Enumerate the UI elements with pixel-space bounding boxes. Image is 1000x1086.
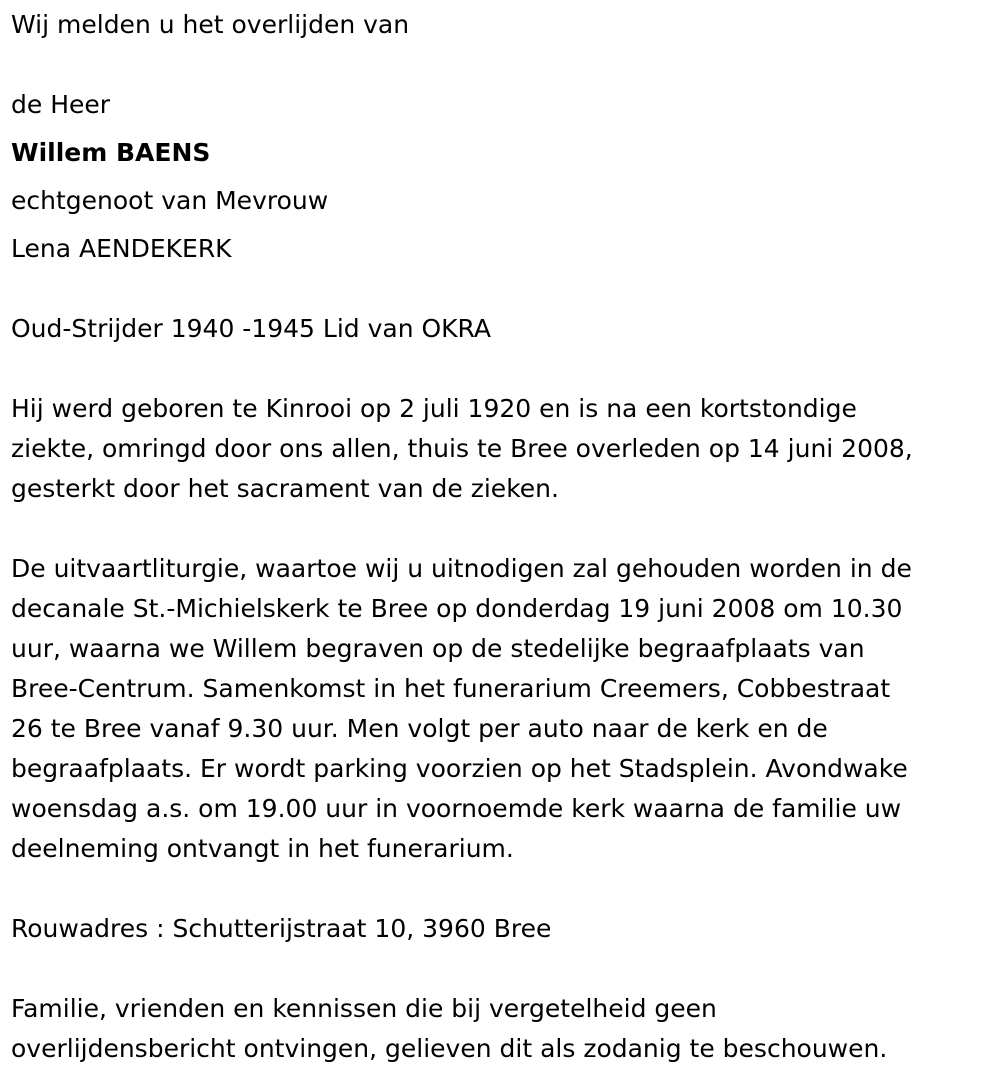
funeral-details-line: De uitvaartliturgie, waartoe wij u uitnodigen zal gehouden worden in de: [11, 554, 912, 583]
deceased-name: Willem BAENS: [11, 138, 211, 167]
affiliation-text: Oud-Strijder 1940 -1945 Lid van OKRA: [11, 314, 492, 343]
biography-line: gesterkt door het sacrament van de zieken.: [11, 474, 559, 503]
biography-line: ziekte, omringd door ons allen, thuis te Bree overleden op 14 juni 2008,: [11, 434, 913, 463]
funeral-details-line: decanale St.-Michielskerk te Bree op donderdag 19 juni 2008 om 10.30: [11, 594, 903, 623]
title-prefix: de Heer: [11, 90, 111, 119]
spouse-label: echtgenoot van Mevrouw: [11, 186, 329, 215]
mourning-address: Rouwadres : Schutterijstraat 10, 3960 Bree: [11, 914, 552, 943]
closing-note-line: Familie, vrienden en kennissen die bij vergetelheid geen: [11, 994, 717, 1023]
funeral-details-line: 26 te Bree vanaf 9.30 uur. Men volgt per auto naar de kerk en de: [11, 714, 828, 743]
biography-line: Hij werd geboren te Kinrooi op 2 juli 1920 en is na een kortstondige: [11, 394, 857, 423]
intro-text: Wij melden u het overlijden van: [11, 10, 410, 39]
closing-note-line: overlijdensbericht ontvingen, gelieven dit als zodanig te beschouwen.: [11, 1034, 888, 1063]
funeral-details-line: deelneming ontvangt in het funerarium.: [11, 834, 514, 863]
funeral-details-line: begraafplaats. Er wordt parking voorzien op het Stadsplein. Avondwake: [11, 754, 908, 783]
funeral-details-line: woensdag a.s. om 19.00 uur in voornoemde kerk waarna de familie uw: [11, 794, 902, 823]
funeral-details-line: Bree-Centrum. Samenkomst in het funerarium Creemers, Cobbestraat: [11, 674, 891, 703]
spouse-name: Lena AENDEKERK: [11, 234, 232, 263]
funeral-details-line: uur, waarna we Willem begraven op de stedelijke begraafplaats van: [11, 634, 865, 663]
